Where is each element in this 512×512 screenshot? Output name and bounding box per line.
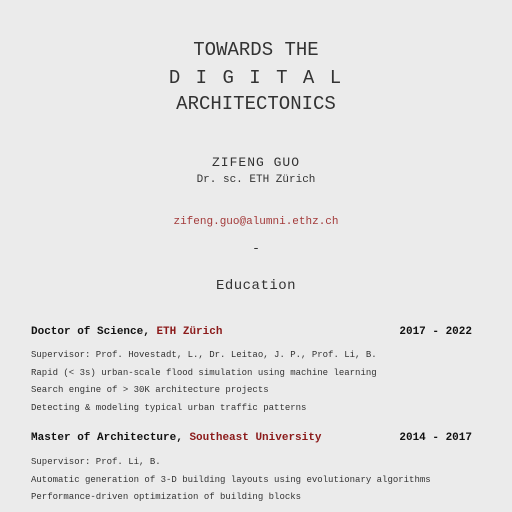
entry-detail: Rapid (< 3s) urban-scale flood simulation using machine learning bbox=[31, 368, 377, 378]
author-name: ZIFENG GUO bbox=[211, 155, 300, 170]
entry-detail: Search engine of > 30K architecture projects bbox=[31, 385, 269, 395]
separator: - bbox=[252, 241, 260, 256]
entry-detail: Supervisor: Prof. Hovestadt, L., Dr. Leitao, J. P., Prof. Li, B. bbox=[31, 350, 377, 360]
degree-label: Master of Architecture, bbox=[31, 432, 183, 444]
title-line-2: D I G I T A L bbox=[168, 67, 344, 89]
years-label: 2014 - 2017 bbox=[399, 432, 472, 444]
years-label: 2017 - 2022 bbox=[399, 326, 472, 338]
entry-detail: Detecting & modeling typical urban traffic patterns bbox=[31, 403, 307, 413]
degree-label: Doctor of Science, bbox=[31, 326, 150, 338]
entry-detail: Automatic generation of 3-D building layouts using evolutionary algorithms bbox=[31, 475, 431, 485]
author-degree: Dr. sc. ETH Zürich bbox=[196, 174, 316, 186]
institution-link[interactable]: Southeast University bbox=[189, 432, 322, 444]
education-entry-header bbox=[31, 326, 472, 338]
title-line-1: TOWARDS THE bbox=[193, 39, 319, 61]
education-entry-header bbox=[31, 432, 472, 444]
institution-link[interactable]: ETH Zürich bbox=[156, 326, 223, 338]
email-link[interactable]: zifeng.guo@alumni.ethz.ch bbox=[173, 216, 339, 228]
education-heading: Education bbox=[215, 278, 297, 294]
entry-detail: Performance-driven optimization of building blocks bbox=[31, 492, 302, 502]
entry-detail: Supervisor: Prof. Li, B. bbox=[31, 457, 161, 467]
title-line-3: ARCHITECTONICS bbox=[176, 93, 336, 115]
